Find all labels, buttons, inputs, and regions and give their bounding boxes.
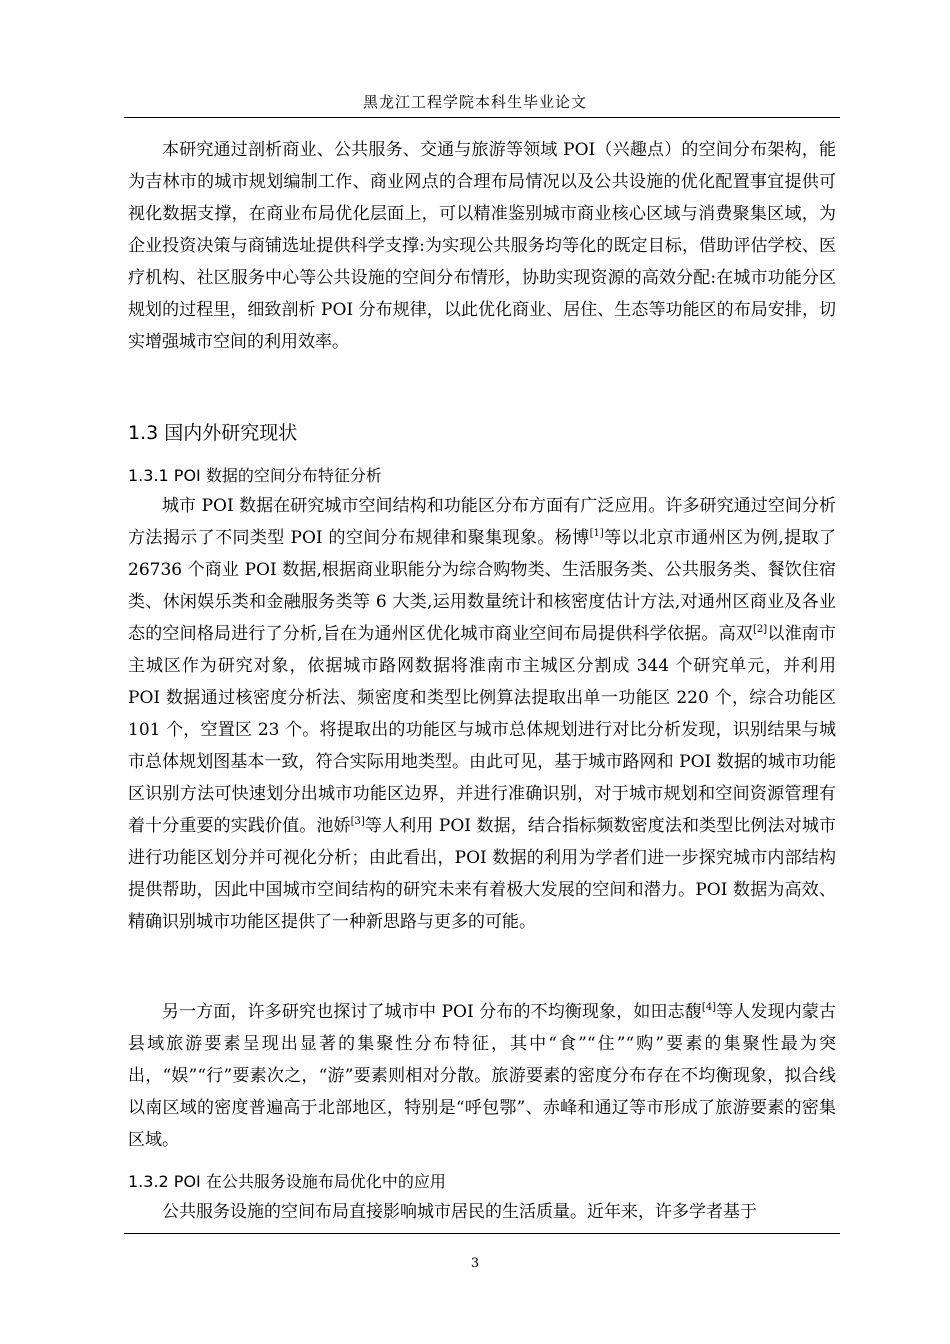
intro-paragraph: 本研究通过剖析商业、公共服务、交通与旅游等领域 POI（兴趣点）的空间分布架构，能为吉林市的城市规划编制工作、商业网点的合理布局情况以及公共设施的优化配置事宜提供可视化数据支撑，在商业布局优化层面上，可以精准鉴别城市商业核心区域与消费聚集区域，为企业投资决策与商铺选址提供科学支撑:为实现公共服务均等化的既定目标，借助评估学校、医疗机构、社区服务中心等公共设施的空间分布情形，协助实现资源的高效分配:在城市功能分区规划的过程里，细致剖析 POI 分布规律，以此优化商业、居住、生态等功能区的布局安排，切实增强城市空间的利用效率。 <box>128 140 836 352</box>
paragraph-imbalance <box>128 996 836 1156</box>
text-span: 城市 POI 数据在研究城市空间结构和功能区分布方面有广泛应用。许多研究通过空间分析方法揭示了不同类型 POI 的空间分布规律和聚集现象。杨博 <box>128 496 836 548</box>
subsection-heading-1-3-2: 1.3.2 POI 在公共服务设施布局优化中的应用 <box>128 1172 446 1191</box>
page-number: 3 <box>470 1256 480 1271</box>
section-heading-1-3: 1.3 国内外研究现状 <box>128 422 298 444</box>
citation-ref: [1] <box>589 528 604 539</box>
paragraph-public-services: 公共服务设施的空间布局直接影响城市居民的生活质量。近年来，许多学者基于 <box>162 1202 757 1222</box>
text-span: 以淮南市主城区作为研究对象，依据城市路网数据将淮南市主城区分割成 344 个研究单元，并利用 POI 数据通过核密度分析法、频密度和类型比例算法提取出单一功能区 220 个，综合功能区 101 个，空置区 23 个。将提取出的功能区与城市总体规划进行对比分析发现，识别结果与城市总体规划图基本一致，符合实际用地类型。由此可见，基于城市路网和 POI 数据的城市功能区识别方法可快速划分出城市功能区边界，并进行准确识别，对于城市规划和空间资源管理有着十分重要的实践价值。池娇 <box>128 624 837 836</box>
citation-ref: [4] <box>701 1002 717 1013</box>
header-rule <box>124 117 840 118</box>
citation-ref: [3] <box>350 816 365 827</box>
footer-rule <box>124 1233 840 1234</box>
text-span: 另一方面，许多研究也探讨了城市中 POI 分布的不均衡现象，如田志馥 <box>162 1002 702 1022</box>
text-span: 等人利用 POI 数据，结合指标频数密度法和类型比例法对城市进行功能区划分并可视化分析；由此看出，POI 数据的利用为学者们进一步探究城市内部结构提供帮助，因此中国城市空间结构的研究未来有着极大发展的空间和潜力。POI 数据为高效、精确识别城市功能区提供了一种新思路与更多的可能。 <box>128 816 837 932</box>
running-header: 黑龙江工程学院本科生毕业论文 <box>362 93 587 111</box>
text-span: 等人发现内蒙古县域旅游要素呈现出显著的集聚性分布特征，其中“食”“住”“购”要素的集聚性最为突出，“娱”“行”要素次之，“游”要素则相对分散。旅游要素的密度分布存在不均衡现象，拟合线以南区域的密度普遍高于北部地区，特别是“呼包鄂”、赤峰和通辽等市形成了旅游要素的密集区域。 <box>128 1002 837 1150</box>
citation-ref: [2] <box>753 624 768 635</box>
paragraph-poi-distribution <box>128 490 836 938</box>
subsection-heading-1-3-1: 1.3.1 POI 数据的空间分布特征分析 <box>128 466 382 485</box>
text-span: 等以北京市通州区为例,提取了 26736 个商业 POI 数据,根据商业职能分为综合购物类、生活服务类、公共服务类、餐饮住宿类、休闲娱乐类和金融服务类等 6 大类,运用数量统计和核密度估计方法,对通州区商业及各业态的空间格局进行了分析,旨在为通州区优化城市商业空间布局提供科学依据。高双 <box>128 528 836 644</box>
